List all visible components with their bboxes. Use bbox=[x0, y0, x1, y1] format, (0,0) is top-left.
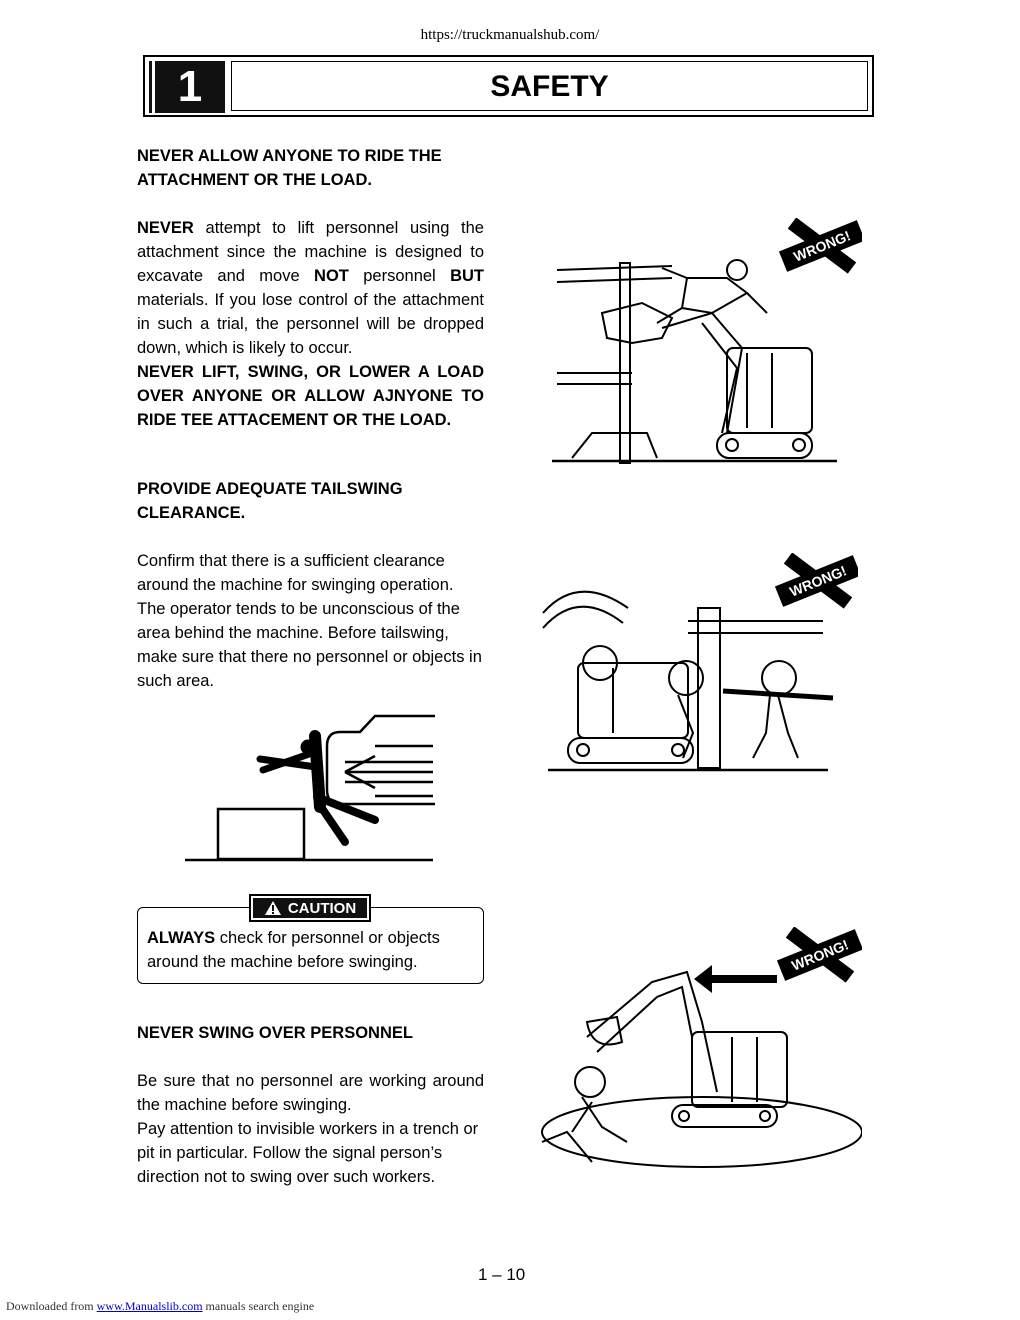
emphasis-but: BUT bbox=[450, 267, 485, 285]
section2-paragraph: Confirm that there is a sufficient clearance around the machine for swinging operation. The operator tends to be unconscious of the area behind the machine. Before tailswing, make sure that there no personnel or objects in such area. bbox=[137, 552, 482, 690]
section3-paragraph2: Pay attention to invisible workers in a trench or pit in particular. Follow the signal person’s direction not to swing over such workers. bbox=[137, 1120, 479, 1186]
section1-heading-line1: NEVER ALLOW ANYONE TO RIDE THE bbox=[137, 147, 442, 165]
footer-suffix: manuals search engine bbox=[202, 1299, 315, 1313]
manualslib-link[interactable]: www.Manualslib.com bbox=[96, 1299, 203, 1313]
section3-paragraph1: Be sure that no personnel are working around the machine before swinging. bbox=[137, 1072, 484, 1114]
tailswing-diagram bbox=[185, 712, 437, 864]
section3-heading: NEVER SWING OVER PERSONNEL bbox=[137, 1024, 413, 1042]
wrong-label: WRONG! bbox=[789, 936, 851, 974]
caution-badge bbox=[249, 894, 371, 922]
wrong-label: WRONG! bbox=[791, 227, 853, 265]
paragraph-text: materials. If you lose control of the attachment in such a trial, the personnel will be dropped down, which is likely to occur. bbox=[137, 291, 484, 357]
tailswing-illustration bbox=[538, 553, 858, 775]
chapter-number: 1 bbox=[177, 62, 203, 111]
source-url: https://truckmanualshub.com/ bbox=[420, 27, 600, 43]
section2-heading-line2: CLEARANCE. bbox=[137, 504, 246, 522]
section1-heading-line2: ATTACHMENT OR THE LOAD. bbox=[137, 171, 372, 189]
chapter-title-box bbox=[231, 61, 868, 111]
warning-triangle-icon bbox=[264, 900, 282, 916]
section2-heading bbox=[137, 477, 484, 525]
chapter-title: SAFETY bbox=[490, 70, 609, 103]
wrong-label: WRONG! bbox=[787, 562, 849, 600]
caution-body: check for personnel or objects around the machine before swinging. bbox=[147, 929, 440, 971]
emphasis-always: ALWAYS bbox=[147, 929, 216, 947]
page-number: 1 – 10 bbox=[478, 1265, 526, 1284]
wrong-mark-3 bbox=[777, 929, 862, 981]
caution-label: CAUTION bbox=[287, 899, 357, 917]
wrong-mark-1 bbox=[779, 220, 862, 272]
footer-prefix: Downloaded from bbox=[6, 1299, 97, 1313]
section2-heading-line1: PROVIDE ADEQUATE TAILSWING bbox=[137, 480, 403, 498]
paragraph-text: personnel bbox=[348, 267, 451, 285]
paragraph-text: attempt to lift personnel using the attachment since the machine is designed to excavate and move bbox=[137, 219, 484, 285]
caution-badge-inner bbox=[253, 898, 367, 918]
emphasis-never: NEVER bbox=[137, 219, 194, 237]
swing-over-personnel-illustration bbox=[532, 927, 862, 1179]
caution-text bbox=[147, 926, 479, 974]
swing-arrow-icon bbox=[694, 965, 777, 993]
section1-paragraph bbox=[137, 216, 484, 432]
wrong-mark-2 bbox=[775, 555, 858, 607]
emphasis-not: NOT bbox=[314, 267, 349, 285]
riding-attachment-illustration bbox=[552, 218, 862, 468]
section1-warning-text: NEVER LIFT, SWING, OR LOWER A LOAD OVER ANYONE OR ALLOW AJNYONE TO RIDE TEE ATTACEMENT OR THE LOAD. bbox=[137, 363, 484, 429]
section1-heading bbox=[137, 144, 484, 192]
chapter-header bbox=[143, 55, 874, 117]
footer bbox=[6, 1299, 314, 1314]
chapter-number-box bbox=[155, 61, 225, 113]
